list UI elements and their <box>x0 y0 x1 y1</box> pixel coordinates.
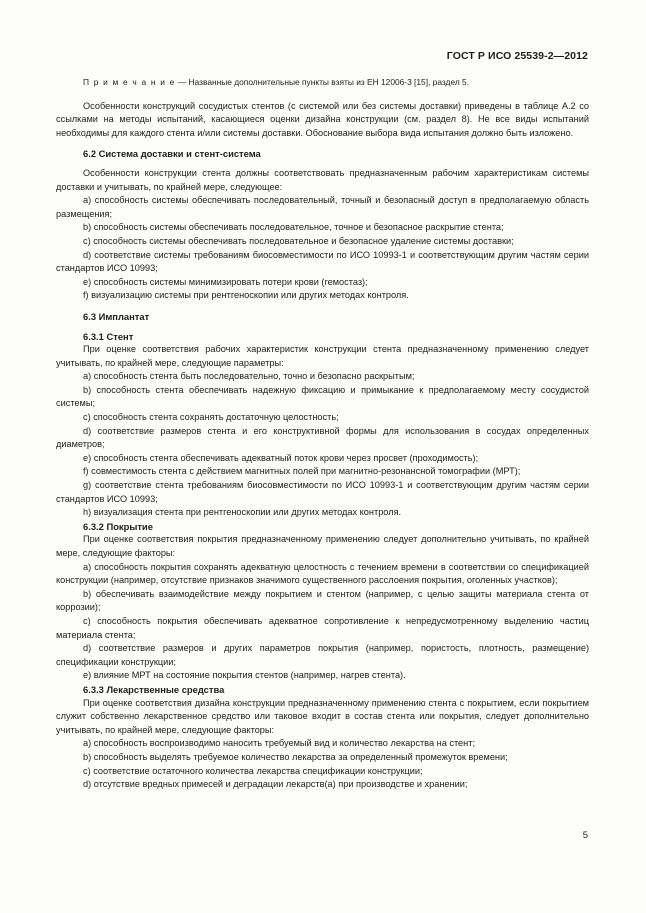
note-label: П р и м е ч а н и е <box>83 77 176 87</box>
list-item: c) способность стента сохранять достаточную целостность; <box>83 412 339 423</box>
list-item: c) способность покрытия обеспечивать адекватное сопротивление к непредусмотренному выделению частиц материала стента; <box>56 615 589 640</box>
list-item: e) влияние МРТ на состояние покрытия стентов (например, нагрев стента). <box>83 670 406 681</box>
intro-paragraph: Особенности конструкций сосудистых стентов (с системой или без системы доставки) приведены в таблице А.2 со ссылками на методы испытаний, касающиеся оценки дизайна конструкции (см. раздел 8). Не все виды испытаний необходимы для каждого стента и/или системы доставки. Обоснование выбора вида испытания должно быть изложено. <box>56 100 589 138</box>
list-item: a) способность покрытия сохранять адекватную целостность с течением времени в соответствии со спецификацией конструкции (например, отсутствие признаков значимого существенного расслоения покрытия, оголенных участков); <box>56 561 589 586</box>
section-heading-6-3: 6.3 Имплантат <box>83 310 150 322</box>
section-6-3-2-intro: При оценке соответствия покрытия предназначенному применению следует дополнительно учитывать, по крайней мере, следующие факторы: <box>56 534 589 558</box>
list-item: e) способность системы минимизировать потери крови (гемостаз); <box>83 276 368 287</box>
list-item: a) способность стента быть последовательно, точно и безопасно раскрытым; <box>83 371 415 382</box>
list-item: h) визуализация стента при рентгеноскопии или других методах контроля. <box>83 507 402 518</box>
standard-header: ГОСТ Р ИСО 25539-2—2012 <box>446 50 588 62</box>
list-item: e) способность стента обеспечивать адекватный поток крови через просвет (проходимость); <box>83 452 479 463</box>
note-text: — Названные дополнительные пункты взяты из ЕН 12006-3 [15], раздел 5. <box>175 77 470 87</box>
section-heading-6-3-3: 6.3.3 Лекарственные средства <box>83 683 225 695</box>
list-item: c) способность системы обеспечивать последовательное и безопасное удаление системы доставки; <box>83 235 514 246</box>
section-6-3-1-intro: При оценке соответствия рабочих характеристик конструкции стента предназначенному применению следует учитывать, по крайней мере, следующие параметры: <box>56 344 589 368</box>
list-item: b) способность стента обеспечивать надежную фиксацию и примыкание к предполагаемому месту сосудистой системы; <box>56 384 589 409</box>
section-heading-6-3-2: 6.3.2 Покрытие <box>83 520 153 532</box>
section-6-2-intro: Особенности конструкции стента должны соответствовать предназначенным рабочим характеристикам системы доставки и учитывать, по крайней мере, следующее: <box>56 167 589 192</box>
list-item: c) соответствие остаточного количества лекарства спецификации конструкции; <box>83 765 423 776</box>
list-item: g) соответствие стента требованиям биосовместимости по ИСО 10993-1 и соответствующим другим частям серии стандартов ИСО 10993; <box>56 480 589 504</box>
list-item: d) соответствие размеров стента и его конструктивной формы для использования в сосудах определенных диаметров; <box>56 425 589 450</box>
section-6-3-3-intro: При оценке соответствия дизайна конструкции предназначенному применению стента с покрытием, если покрытием служит собственно лекарственное средство или таковое входит в состав стента или покрытия, следует дополнительно учитывать, по крайней мере, следующие факторы: <box>56 697 589 735</box>
page-content <box>56 76 589 792</box>
list-item: f) совместимость стента с действием магнитных полей при магнитно-резонансной томографии (МРТ); <box>83 466 521 477</box>
section-heading-6-3-1: 6.3.1 Стент <box>83 330 134 342</box>
note-paragraph <box>56 76 589 90</box>
list-item: d) соответствие системы требованиям биосовместимости по ИСО 10993-1 и соответствующим другим частям серии стандартов ИСО 10993; <box>56 249 589 274</box>
section-heading-6-2: 6.2 Система доставки и стент-система <box>83 148 261 160</box>
list-item: b) обеспечивать взаимодействие между покрытием и стентом (например, с целью защиты материала стента от коррозии); <box>56 588 589 613</box>
list-item: b) способность системы обеспечивать последовательное, точное и безопасное раскрытие стента; <box>83 222 504 233</box>
list-item: d) соответствие размеров и других параметров покрытия (например, пористость, плотность, размещение) спецификации конструкции; <box>56 643 589 667</box>
list-item: a) способность воспроизводимо наносить требуемый вид и количество лекарства на стент; <box>83 738 476 749</box>
list-item: d) отсутствие вредных примесей и деградации лекарств(а) при производстве и хранении; <box>83 779 468 790</box>
list-item: a) способность системы обеспечивать последовательный, точный и безопасный доступ в предполагаемую область размещения; <box>56 195 589 219</box>
list-item: f) визуализацию системы при рентгеноскопии или других методах контроля. <box>83 290 409 301</box>
list-item: b) способность выделять требуемое количество лекарства за определенный промежуток времени; <box>83 751 508 762</box>
page-number: 5 <box>582 830 588 841</box>
